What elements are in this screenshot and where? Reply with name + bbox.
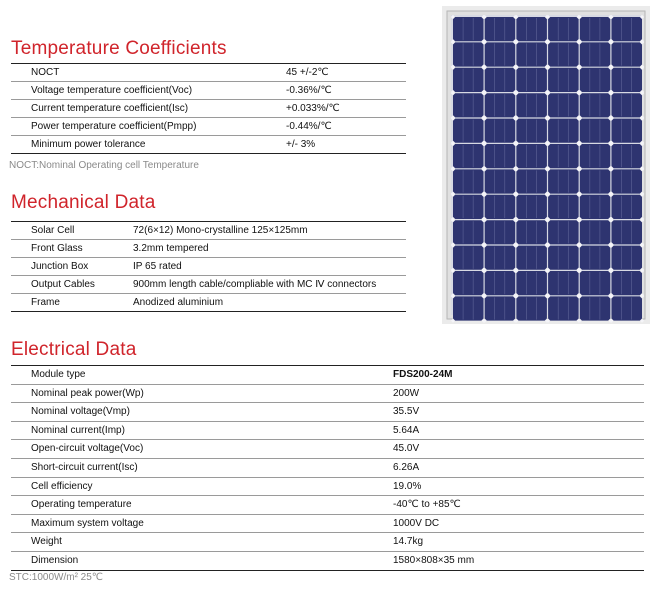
- table-row: [11, 136, 406, 154]
- table-row: [11, 118, 406, 136]
- panel-cell: [580, 195, 611, 219]
- mechanical-data-heading: Mechanical Data: [11, 192, 156, 213]
- panel-cell: [548, 220, 579, 244]
- row-value: +0.033%/℃: [286, 100, 406, 118]
- panel-cell: [516, 296, 547, 320]
- panel-cell: [548, 296, 579, 320]
- table-row: [11, 82, 406, 100]
- row-label: Short-circuit current(Isc): [11, 458, 393, 477]
- panel-cell: [485, 296, 516, 320]
- panel-cell: [612, 296, 643, 320]
- row-value: 19.0%: [393, 477, 644, 496]
- panel-cell: [580, 144, 611, 168]
- panel-cell: [580, 220, 611, 244]
- panel-cell: [453, 144, 484, 168]
- row-value: IP 65 rated: [133, 258, 406, 276]
- panel-cell: [548, 271, 579, 295]
- row-label: Front Glass: [11, 240, 133, 258]
- row-value: 3.2mm tempered: [133, 240, 406, 258]
- panel-cell: [453, 296, 484, 320]
- row-label: NOCT: [11, 64, 286, 82]
- panel-cell: [612, 17, 643, 41]
- module-type-label: Module type: [11, 366, 393, 385]
- panel-cell: [516, 93, 547, 117]
- row-value: 200W: [393, 384, 644, 403]
- table-row: [11, 477, 644, 496]
- table-row: [11, 64, 406, 82]
- panel-cell: [516, 271, 547, 295]
- row-label: Nominal voltage(Vmp): [11, 403, 393, 422]
- table-header-row: [11, 366, 644, 385]
- panel-cell: [580, 93, 611, 117]
- solar-panel-icon: [442, 6, 650, 324]
- row-label: Power temperature coefficient(Pmpp): [11, 118, 286, 136]
- row-label: Junction Box: [11, 258, 133, 276]
- row-value: 35.5V: [393, 403, 644, 422]
- row-value: 900mm length cable/compliable with MC Ⅳ connectors: [133, 276, 406, 294]
- noct-footnote: NOCT:Nominal Operating cell Temperature: [9, 160, 199, 171]
- panel-cell: [548, 144, 579, 168]
- row-value: 1580×808×35 mm: [393, 551, 644, 570]
- row-label: Minimum power tolerance: [11, 136, 286, 154]
- panel-cell: [485, 42, 516, 66]
- row-label: Voltage temperature coefficient(Voc): [11, 82, 286, 100]
- row-label: Solar Cell: [11, 222, 133, 240]
- table-row: [11, 240, 406, 258]
- panel-cell: [580, 42, 611, 66]
- row-label: Frame: [11, 294, 133, 312]
- panel-cell: [612, 169, 643, 193]
- panel-cell: [612, 68, 643, 92]
- row-label: Open-circuit voltage(Voc): [11, 440, 393, 459]
- panel-cell: [580, 246, 611, 270]
- table-row: [11, 514, 644, 533]
- panel-cell: [548, 246, 579, 270]
- panel-cell: [580, 119, 611, 143]
- panel-cell: [548, 169, 579, 193]
- temperature-coefficients-heading: Temperature Coefficients: [11, 38, 227, 59]
- panel-cell: [453, 246, 484, 270]
- panel-cell: [516, 195, 547, 219]
- panel-cell: [485, 169, 516, 193]
- row-value: 14.7kg: [393, 533, 644, 552]
- row-value: Anodized aluminium: [133, 294, 406, 312]
- table-row: [11, 222, 406, 240]
- panel-cell: [453, 220, 484, 244]
- panel-cell: [580, 169, 611, 193]
- table-row: [11, 551, 644, 570]
- table-row: [11, 384, 644, 403]
- panel-cell: [548, 17, 579, 41]
- stc-footnote: STC:1000W/m² 25℃: [9, 572, 104, 583]
- panel-cell: [485, 144, 516, 168]
- panel-cell: [548, 42, 579, 66]
- panel-cell: [453, 119, 484, 143]
- row-label: Operating temperature: [11, 496, 393, 515]
- panel-cell: [453, 17, 484, 41]
- panel-cell: [453, 68, 484, 92]
- row-label: Cell efficiency: [11, 477, 393, 496]
- panel-cell: [612, 144, 643, 168]
- row-value: -0.44%/℃: [286, 118, 406, 136]
- row-label: Dimension: [11, 551, 393, 570]
- table-row: [11, 458, 644, 477]
- table-row: [11, 100, 406, 118]
- panel-cell: [516, 144, 547, 168]
- panel-cell: [485, 220, 516, 244]
- row-value: 5.64A: [393, 421, 644, 440]
- row-value: +/- 3%: [286, 136, 406, 154]
- solar-panel-image: [442, 6, 650, 324]
- panel-cell: [485, 271, 516, 295]
- electrical-data-table: [11, 365, 644, 571]
- table-row: [11, 533, 644, 552]
- module-type-value: FDS200-24M: [393, 366, 644, 385]
- row-label: Nominal current(Imp): [11, 421, 393, 440]
- row-value: -40℃ to +85℃: [393, 496, 644, 515]
- panel-cell: [612, 246, 643, 270]
- panel-cell: [485, 195, 516, 219]
- panel-cell: [612, 195, 643, 219]
- panel-cell: [485, 246, 516, 270]
- row-value: 72(6×12) Mono-crystalline 125×125mm: [133, 222, 406, 240]
- temperature-coefficients-table: [11, 63, 406, 154]
- panel-cell: [453, 42, 484, 66]
- row-label: Maximum system voltage: [11, 514, 393, 533]
- table-row: [11, 440, 644, 459]
- row-label: Weight: [11, 533, 393, 552]
- table-row: [11, 496, 644, 515]
- panel-cell: [612, 271, 643, 295]
- table-row: [11, 294, 406, 312]
- panel-cell: [580, 271, 611, 295]
- row-value: -0.36%/℃: [286, 82, 406, 100]
- panel-cell: [548, 93, 579, 117]
- panel-cell: [516, 68, 547, 92]
- electrical-data-heading: Electrical Data: [11, 339, 137, 360]
- panel-cell: [580, 296, 611, 320]
- row-value: 6.26A: [393, 458, 644, 477]
- panel-cell: [453, 271, 484, 295]
- panel-cell: [516, 246, 547, 270]
- row-label: Current temperature coefficient(Isc): [11, 100, 286, 118]
- row-label: Nominal peak power(Wp): [11, 384, 393, 403]
- panel-cell: [516, 17, 547, 41]
- panel-cell: [516, 42, 547, 66]
- panel-cell: [580, 68, 611, 92]
- row-value: 45 +/-2℃: [286, 64, 406, 82]
- table-row: [11, 258, 406, 276]
- row-value: 1000V DC: [393, 514, 644, 533]
- panel-cell: [485, 17, 516, 41]
- table-row: [11, 403, 644, 422]
- panel-cell: [580, 17, 611, 41]
- panel-cell: [548, 195, 579, 219]
- panel-cell: [453, 93, 484, 117]
- panel-cell: [453, 169, 484, 193]
- panel-cell: [485, 119, 516, 143]
- table-row: [11, 276, 406, 294]
- row-value: 45.0V: [393, 440, 644, 459]
- panel-cell: [516, 119, 547, 143]
- panel-cell: [548, 119, 579, 143]
- row-label: Output Cables: [11, 276, 133, 294]
- panel-cell: [485, 93, 516, 117]
- panel-cell: [516, 169, 547, 193]
- panel-cell: [548, 68, 579, 92]
- panel-cell: [612, 220, 643, 244]
- panel-cell: [485, 68, 516, 92]
- panel-cell: [516, 220, 547, 244]
- panel-cell: [612, 42, 643, 66]
- table-row: [11, 421, 644, 440]
- panel-cell: [453, 195, 484, 219]
- panel-cell: [612, 93, 643, 117]
- panel-cell: [612, 119, 643, 143]
- mechanical-data-table: [11, 221, 406, 312]
